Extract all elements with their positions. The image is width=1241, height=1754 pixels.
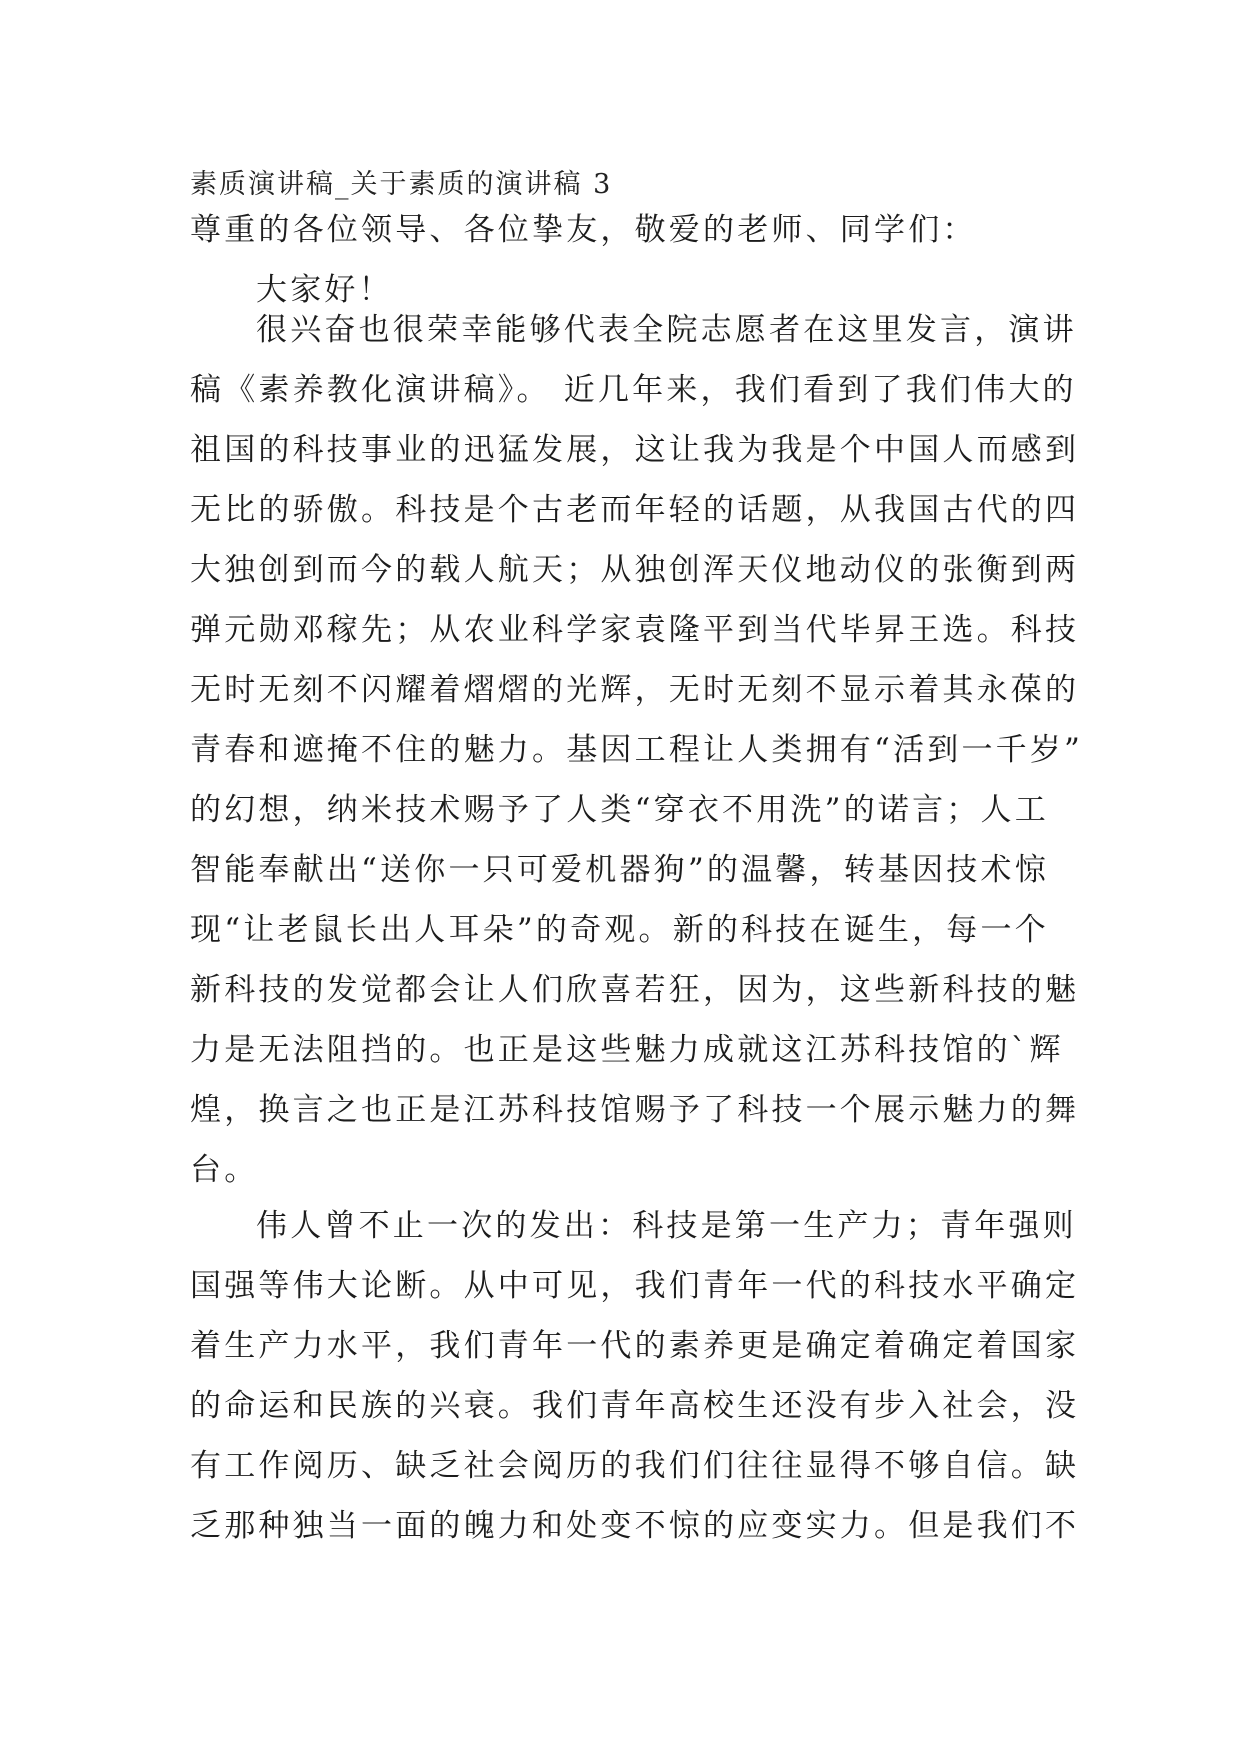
paragraph-2-line: 国强等伟大论断。从中可见，我们青年一代的科技水平确定 (190, 1268, 1080, 1304)
document-title: 素质演讲稿_关于素质的演讲稿 3 (190, 169, 613, 200)
paragraph-2-line: 伟人曾不止一次的发出：科技是第一生产力；青年强则 (256, 1208, 1077, 1244)
paragraph-2-line: 着生产力水平，我们青年一代的素养更是确定着确定着国家 (190, 1328, 1080, 1364)
paragraph-1-line: 煌，换言之也正是江苏科技馆赐予了科技一个展示魅力的舞 (190, 1092, 1080, 1128)
paragraph-1-line: 很兴奋也很荣幸能够代表全院志愿者在这里发言，演讲 (256, 312, 1077, 348)
paragraph-1-line: 新科技的发觉都会让人们欣喜若狂，因为，这些新科技的魅 (190, 972, 1080, 1008)
paragraph-2-line: 的命运和民族的兴衰。我们青年高校生还没有步入社会，没 (190, 1388, 1080, 1424)
paragraph-1-line: 无时无刻不闪耀着熠熠的光辉，无时无刻不显示着其永葆的 (190, 672, 1080, 708)
paragraph-1-line: 无比的骄傲。科技是个古老而年轻的话题，从我国古代的四 (190, 492, 1080, 528)
paragraph-2-line: 乏那种独当一面的魄力和处变不惊的应变实力。但是我们不 (190, 1508, 1080, 1544)
paragraph-1-line: 力是无法阻挡的。也正是这些魅力成就这江苏科技馆的`辉 (190, 1032, 1064, 1068)
paragraph-2 (190, 1196, 1080, 1556)
greeting-line: 大家好！ (256, 272, 393, 308)
paragraph-1-line: 青春和遮掩不住的魅力。基因工程让人类拥有“活到一千岁” (190, 732, 1084, 768)
paragraph-1-line: 现“让老鼠长出人耳朵”的奇观。新的科技在诞生，每一个 (190, 912, 1049, 948)
salutation-line: 尊重的各位领导、各位挚友，敬爱的老师、同学们： (190, 212, 977, 248)
paragraph-1-line: 祖国的科技事业的迅猛发展，这让我为我是个中国人而感到 (190, 432, 1080, 468)
paragraph-1 (190, 300, 1084, 1200)
paragraph-2-line: 有工作阅历、缺乏社会阅历的我们们往往显得不够自信。缺 (190, 1448, 1080, 1484)
paragraph-1-line: 大独创到而今的载人航天；从独创浑天仪地动仪的张衡到两 (190, 552, 1080, 588)
paragraph-1-line: 稿《素养教化演讲稿》。 近几年来，我们看到了我们伟大的 (190, 372, 1077, 408)
paragraph-1-line: 台。 (190, 1152, 259, 1188)
paragraph-1-line: 智能奉献出“送你一只可爱机器狗”的温馨，转基因技术惊 (190, 852, 1049, 888)
paragraph-1-line: 的幻想，纳米技术赐予了人类“穿衣不用洗”的诺言；人工 (190, 792, 1049, 828)
paragraph-1-line: 弹元勋邓稼先；从农业科学家袁隆平到当代毕昇王选。科技 (190, 612, 1080, 648)
